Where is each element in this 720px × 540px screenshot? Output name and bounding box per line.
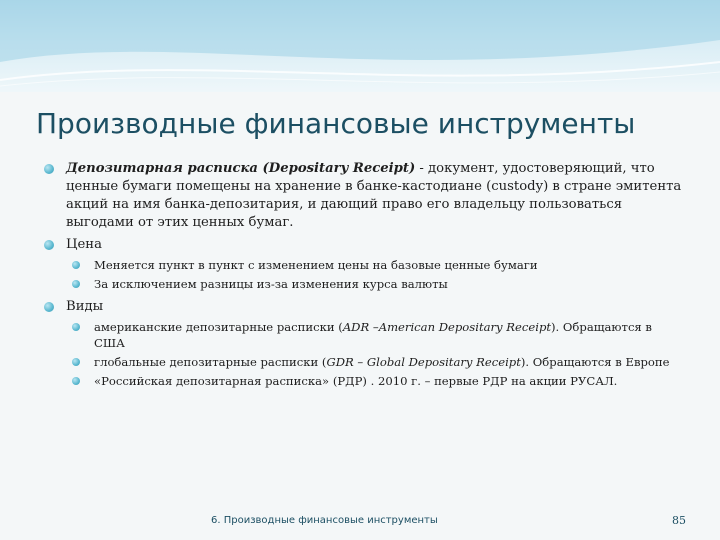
sub-bullet-adr xyxy=(70,319,682,351)
bullet-price-label: Цена xyxy=(66,237,102,252)
header-band xyxy=(0,0,720,92)
bullet-depositary-receipt xyxy=(42,160,682,232)
adr-term: ADR –American Depositary Receipt xyxy=(342,320,552,334)
slide-footer: 6. Производные финансовые инструменты xyxy=(211,515,438,526)
slide-title: Производные финансовые инструменты xyxy=(36,107,636,140)
sub-bullet-text: «Российская депозитарная расписка» (РДР) . 2010 г. – первые РДР на акции РУСАЛ. xyxy=(94,374,618,388)
sub-bullet-price-1 xyxy=(70,257,682,273)
bullet-types xyxy=(42,298,682,316)
sub-bullet-text: ). Обращаются в США xyxy=(94,320,652,350)
page-number: 85 xyxy=(672,514,686,527)
slide-content xyxy=(42,156,682,389)
sub-bullet-price-2 xyxy=(70,276,682,292)
sub-bullet-text: американские депозитарные расписки ( xyxy=(94,320,343,334)
sub-bullet-text: Меняется пункт в пункт с изменением цены на базовые ценные бумаги xyxy=(94,258,538,272)
sub-bullet-gdr xyxy=(70,354,682,370)
definition-depositary-receipt: - документ, удостоверяющий, что ценные бумаги помещены на хранение в банке-кастодиане (custody) в стране эмитента акций на имя банка-депозитария, и дающий право его владельцу пользоваться выгодами от этих ценных бумаг. xyxy=(66,161,682,230)
sub-bullet-text: ). Обращаются в Европе xyxy=(520,355,670,369)
bullet-price xyxy=(42,236,682,254)
gdr-term: GDR – Global Depositary Receipt xyxy=(326,355,521,369)
bullet-types-label: Виды xyxy=(66,299,104,314)
sub-bullet-text: За исключением разницы из-за изменения курса валюты xyxy=(94,277,448,291)
term-depositary-receipt: Депозитарная расписка (Depositary Receipt) xyxy=(66,161,416,176)
sub-bullet-rdr xyxy=(70,373,682,389)
sub-bullet-text: глобальные депозитарные расписки ( xyxy=(94,355,327,369)
header-wave-decoration xyxy=(0,0,720,92)
